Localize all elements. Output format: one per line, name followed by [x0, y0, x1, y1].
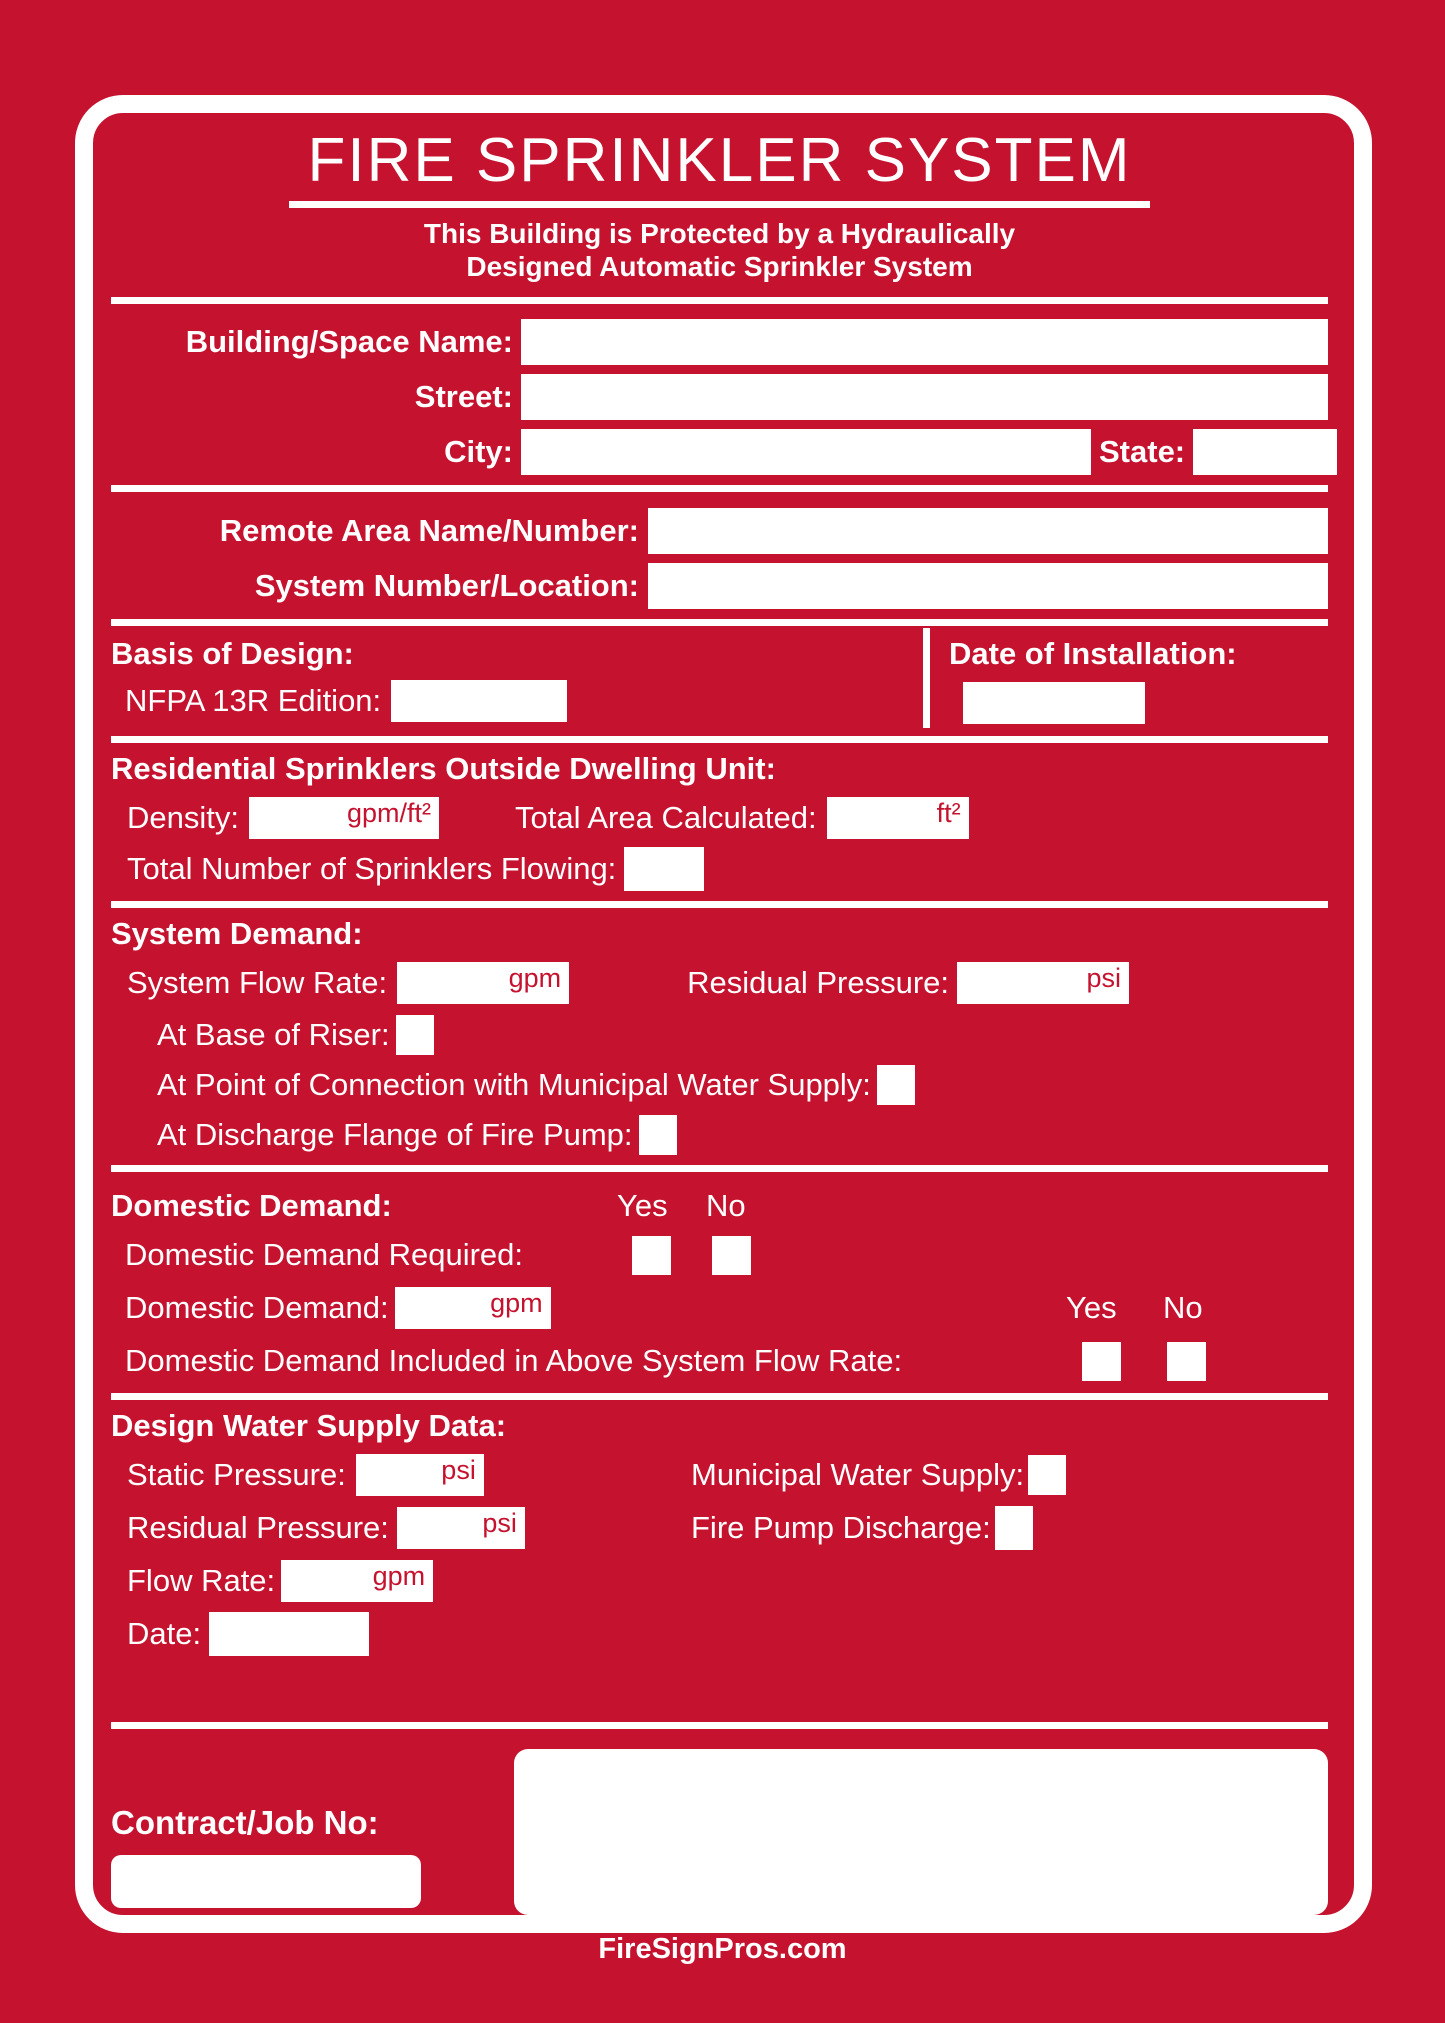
ws-flow-rate-unit-label: gpm: [372, 1561, 426, 1592]
water-supply-heading: Design Water Supply Data:: [111, 1408, 507, 1444]
ws-residual-pressure-input[interactable]: [397, 1507, 525, 1549]
ws-residual-pressure-label: Residual Pressure:: [127, 1510, 389, 1546]
yes-column-label: Yes: [617, 1188, 668, 1224]
total-area-input[interactable]: [827, 797, 969, 839]
no-column-label: No: [706, 1188, 746, 1224]
fire-pump-discharge-checkbox[interactable]: [995, 1506, 1033, 1550]
divider: [111, 901, 1328, 908]
divider: [111, 297, 1328, 304]
residential-heading: Residential Sprinklers Outside Dwelling Unit:: [111, 751, 776, 787]
residual-pressure-label: Residual Pressure:: [687, 965, 950, 1001]
divider: [111, 1165, 1328, 1172]
contract-section: [111, 1722, 1328, 1915]
domestic-demand-section: [111, 1172, 1328, 1383]
domestic-demand-unit-label: gpm: [490, 1288, 543, 1319]
domestic-demand-required-no-checkbox[interactable]: [712, 1236, 751, 1275]
density-label: Density:: [127, 800, 239, 836]
system-demand-heading: System Demand:: [111, 916, 363, 952]
system-flow-rate-label: System Flow Rate:: [127, 965, 388, 1001]
fire-pump-discharge-label: Fire Pump Discharge:: [691, 1510, 991, 1546]
nfpa-edition-label: NFPA 13R Edition:: [125, 683, 382, 719]
at-discharge-flange-checkbox[interactable]: [639, 1115, 677, 1155]
divider: [111, 619, 1328, 626]
city-input[interactable]: [521, 429, 1091, 475]
water-supply-section: [111, 1400, 1328, 1656]
static-pressure-input[interactable]: [356, 1454, 484, 1496]
system-demand-section: [111, 908, 1328, 1155]
divider: [111, 1393, 1328, 1400]
date-of-installation-heading: Date of Installation:: [949, 636, 1237, 672]
contract-job-label: Contract/Job No:: [111, 1804, 379, 1841]
sprinklers-flowing-input[interactable]: [624, 847, 704, 891]
system-number-input[interactable]: [648, 563, 1328, 609]
city-label: City:: [444, 434, 513, 470]
domestic-demand-included-label: Domestic Demand Included in Above System Flow Rate:: [125, 1343, 903, 1379]
ws-residual-pressure-unit-label: psi: [482, 1508, 517, 1539]
total-area-unit-label: ft²: [936, 798, 961, 829]
divider: [111, 485, 1328, 492]
divider: [111, 736, 1328, 743]
state-label: State:: [1099, 434, 1186, 470]
street-label: Street:: [414, 379, 513, 415]
density-input[interactable]: [249, 797, 439, 839]
address-section: [111, 319, 1328, 475]
system-area-section: [111, 508, 1328, 609]
ws-flow-rate-input[interactable]: [281, 1560, 433, 1602]
density-unit-label: gpm/ft²: [346, 798, 431, 829]
building-name-label: Building/Space Name:: [185, 324, 513, 360]
municipal-water-supply-label: Municipal Water Supply:: [691, 1457, 1025, 1493]
static-pressure-label: Static Pressure:: [127, 1457, 346, 1493]
at-point-of-connection-checkbox[interactable]: [877, 1065, 915, 1105]
domestic-demand-required-yes-checkbox[interactable]: [632, 1236, 671, 1275]
residential-sprinklers-section: [111, 743, 1328, 891]
at-base-of-riser-label: At Base of Riser:: [157, 1017, 390, 1053]
remote-area-input[interactable]: [648, 508, 1328, 554]
sprinklers-flowing-label: Total Number of Sprinklers Flowing:: [127, 851, 617, 887]
vertical-separator: [923, 628, 930, 728]
sign-subtitle-line1: This Building is Protected by a Hydraulically: [423, 218, 1016, 250]
contract-notes-input[interactable]: [514, 1749, 1328, 1915]
no-column-label-right: No: [1163, 1290, 1203, 1326]
system-flow-rate-unit-label: gpm: [508, 963, 562, 994]
date-of-installation-input[interactable]: [963, 682, 1145, 724]
domestic-demand-required-label: Domestic Demand Required:: [125, 1237, 524, 1273]
street-input[interactable]: [521, 374, 1328, 420]
ws-date-input[interactable]: [209, 1612, 369, 1656]
total-area-label: Total Area Calculated:: [514, 800, 817, 836]
basis-of-design-heading: Basis of Design:: [111, 636, 354, 672]
basis-of-design-section: [111, 626, 1328, 736]
at-point-of-connection-label: At Point of Connection with Municipal Water Supply:: [157, 1067, 871, 1103]
static-pressure-unit-label: psi: [441, 1455, 476, 1486]
yes-column-label-right: Yes: [1066, 1290, 1117, 1326]
municipal-water-supply-checkbox[interactable]: [1028, 1455, 1066, 1495]
system-flow-rate-input[interactable]: [397, 962, 569, 1004]
ws-flow-rate-label: Flow Rate:: [127, 1563, 276, 1599]
at-discharge-flange-label: At Discharge Flange of Fire Pump:: [157, 1117, 633, 1153]
sign-title: FIRE SPRINKLER SYSTEM: [289, 129, 1149, 208]
residual-pressure-input[interactable]: [957, 962, 1129, 1004]
domestic-demand-included-no-checkbox[interactable]: [1167, 1342, 1206, 1381]
at-base-of-riser-checkbox[interactable]: [396, 1015, 434, 1055]
sign-frame: [75, 95, 1372, 1933]
divider: [111, 1722, 1328, 1729]
domestic-demand-included-yes-checkbox[interactable]: [1082, 1342, 1121, 1381]
domestic-demand-input[interactable]: [395, 1287, 551, 1329]
nfpa-edition-input[interactable]: [391, 680, 567, 722]
state-input[interactable]: [1193, 429, 1337, 475]
remote-area-label: Remote Area Name/Number:: [219, 513, 639, 549]
domestic-demand-heading: Domestic Demand:: [111, 1188, 392, 1224]
domestic-demand-label: Domestic Demand:: [125, 1290, 389, 1326]
system-number-label: System Number/Location:: [254, 568, 639, 604]
ws-date-label: Date:: [127, 1616, 202, 1652]
brand-footer: FireSignPros.com: [598, 1933, 847, 1965]
residual-pressure-unit-label: psi: [1086, 963, 1122, 994]
building-name-input[interactable]: [521, 319, 1328, 365]
sign-subtitle-line2: Designed Automatic Sprinkler System: [466, 251, 973, 283]
contract-job-input[interactable]: [111, 1855, 421, 1908]
